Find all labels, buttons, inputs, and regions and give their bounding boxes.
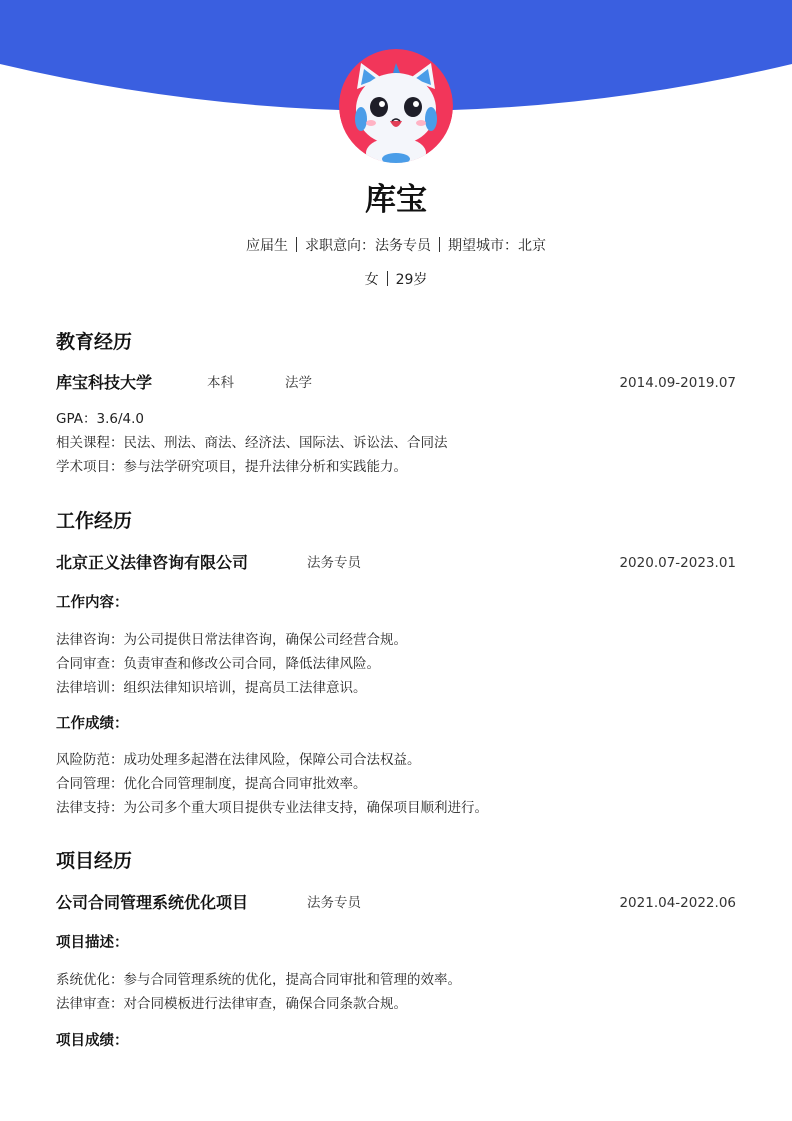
project-dates: 2021.04-2022.06 bbox=[619, 895, 736, 911]
cat-mascot-icon bbox=[339, 49, 453, 163]
work-position: 法务专员 bbox=[307, 555, 361, 571]
work-achievement-line: 合同管理：优化合同管理制度，提高合同审批效率。 bbox=[56, 776, 367, 792]
candidate-personal bbox=[0, 270, 792, 290]
work-content-line: 合同审查：负责审查和修改公司合同，降低法律风险。 bbox=[56, 656, 380, 672]
education-line: 学术项目：参与法学研究项目，提升法律分析和实践能力。 bbox=[56, 459, 407, 475]
work-content-line: 法律咨询：为公司提供日常法律咨询，确保公司经营合规。 bbox=[56, 632, 407, 648]
education-row bbox=[56, 371, 736, 395]
avatar bbox=[339, 49, 453, 163]
degree: 本科 bbox=[207, 375, 234, 391]
candidate-summary bbox=[0, 236, 792, 256]
status-text: 应届生 bbox=[246, 238, 288, 254]
project-role: 法务专员 bbox=[307, 895, 361, 911]
work-dates: 2020.07-2023.01 bbox=[619, 555, 736, 571]
candidate-name: 库宝 bbox=[365, 182, 427, 218]
divider bbox=[296, 237, 297, 252]
work-content-line: 法律培训：组织法律知识培训，提高员工法律意识。 bbox=[56, 680, 367, 696]
work-achievement-line: 风险防范：成功处理多起潜在法律风险，保障公司合法权益。 bbox=[56, 752, 421, 768]
project-results-label: 项目成绩： bbox=[56, 1033, 129, 1049]
major: 法学 bbox=[285, 375, 312, 391]
divider bbox=[439, 237, 440, 252]
work-title: 工作经历 bbox=[56, 510, 133, 532]
project-desc-label: 项目描述： bbox=[56, 935, 129, 951]
job-intention: 求职意向：法务专员 bbox=[305, 238, 431, 254]
project-desc-line: 法律审查：对合同模板进行法律审查，确保合同条款合规。 bbox=[56, 996, 407, 1012]
project-row bbox=[56, 891, 736, 915]
education-dates: 2014.09-2019.07 bbox=[619, 375, 736, 391]
work-row bbox=[56, 551, 736, 575]
work-content-label: 工作内容： bbox=[56, 595, 129, 611]
project-title: 项目经历 bbox=[56, 850, 133, 872]
project-desc-line: 系统优化：参与合同管理系统的优化，提高合同审批和管理的效率。 bbox=[56, 972, 461, 988]
age: 29岁 bbox=[395, 272, 428, 288]
work-achievements-label: 工作成绩： bbox=[56, 716, 129, 732]
school-name: 库宝科技大学 bbox=[56, 373, 153, 392]
education-line: 相关课程：民法、刑法、商法、经济法、国际法、诉讼法、合同法 bbox=[56, 435, 448, 451]
education-title: 教育经历 bbox=[56, 331, 133, 353]
divider bbox=[387, 271, 388, 286]
company-name: 北京正义法律咨询有限公司 bbox=[56, 553, 249, 572]
gender: 女 bbox=[364, 272, 379, 288]
education-line: GPA：3.6/4.0 bbox=[56, 411, 144, 427]
work-achievement-line: 法律支持：为公司多个重大项目提供专业法律支持，确保项目顺利进行。 bbox=[56, 800, 488, 816]
preferred-city: 期望城市：北京 bbox=[448, 238, 546, 254]
project-name: 公司合同管理系统优化项目 bbox=[56, 893, 249, 912]
